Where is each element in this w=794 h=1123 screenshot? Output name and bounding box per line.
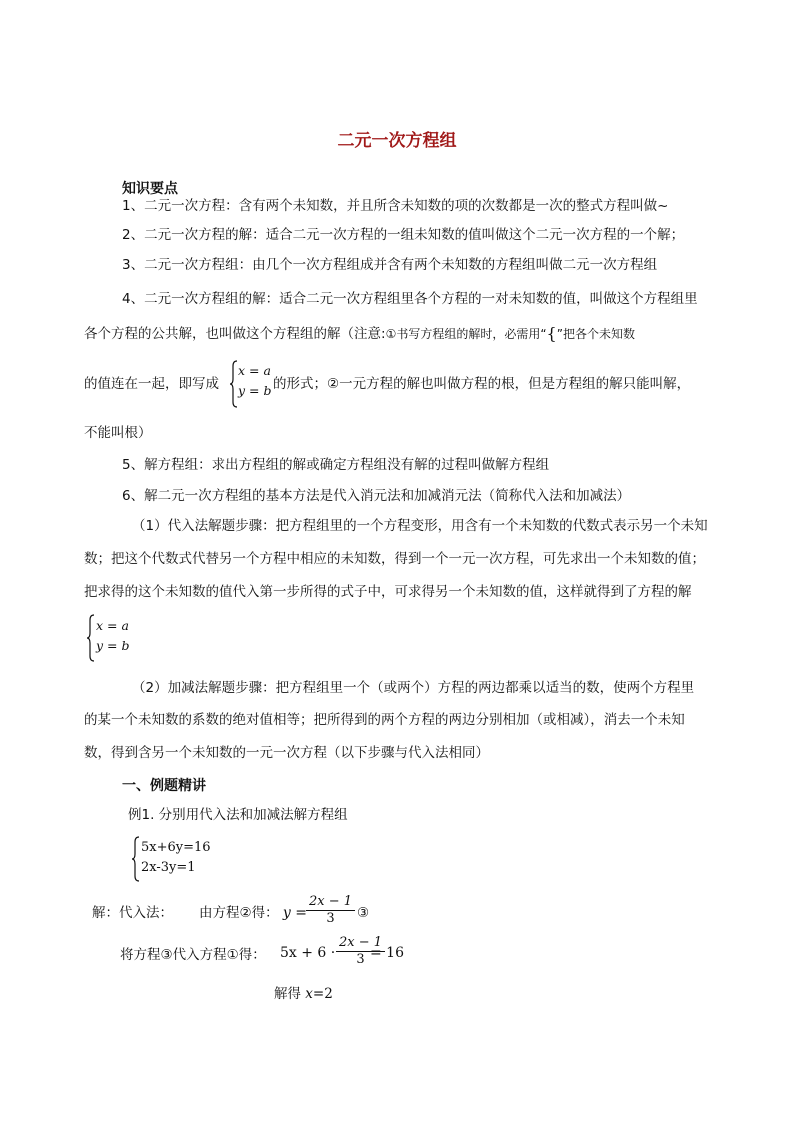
equation-mark-3: ③ — [357, 905, 370, 921]
example-brace-icon — [131, 836, 141, 882]
elimination-line-1: （2）加减法解题步骤：把方程组里一个（或两个）方程的两边都乘以适当的数，使两个方程里 — [132, 680, 695, 696]
point-4-line-2 — [84, 325, 635, 343]
point-4-line-4: 不能叫根） — [84, 425, 152, 441]
fraction-numerator: 2x − 1 — [306, 894, 355, 911]
step-2-rhs: = 16 — [370, 945, 404, 961]
fraction-denominator: 3 — [326, 911, 335, 926]
solution-system — [238, 361, 271, 401]
point-6: 6、解二元一次方程组的基本方法是代入消元法和加减消元法（简称代入法和加减法） — [122, 488, 631, 504]
step-3-value: =2 — [312, 986, 333, 1002]
page-title: 二元一次方程组 — [337, 131, 457, 151]
step-3-var: x — [305, 986, 313, 1002]
step-3 — [274, 985, 333, 1003]
point-4-line-3b: 的形式；②一元方程的解也叫做方程的根，但是方程组的解只能叫解， — [273, 376, 691, 392]
example-system — [141, 838, 211, 878]
substitution-line-1: （1）代入法解题步骤：把方程组里的一个方程变形，用含有一个未知数的代数式表示另一个未知 — [132, 518, 708, 534]
fraction-2-denominator: 3 — [356, 952, 365, 967]
example-1-label: 例1. 分别用代入法和加减法解方程组 — [128, 807, 348, 823]
elimination-line-2: 的某一个未知数的系数的绝对值相等；把所得到的两个方程的两边分别相加（或相减），消去一个未知 — [84, 712, 685, 728]
step-3-text: 解得 — [274, 986, 301, 1002]
point-1: 1、二元一次方程：含有两个未知数，并且所含未知数的项的次数都是一次的整式方程叫做~ — [122, 198, 669, 214]
substitution-line-3: 把求得的这个未知数的值代入第一步所得的式子中，可求得另一个未知数的值，这样就得到了方程的解 — [84, 584, 692, 600]
step-1-fraction — [306, 894, 355, 927]
solution-2-x: x = a — [96, 618, 129, 633]
elimination-line-3: 数，得到含另一个未知数的一元一次方程（以下步骤与代入法相同） — [84, 745, 489, 761]
point-4-line-2a: 各个方程的公共解，也叫做这个方程组的解（注意: — [84, 326, 386, 342]
step-1-text: 由方程②得： — [199, 905, 279, 921]
brace-symbol: { — [546, 324, 557, 343]
point-5: 5、解方程组：求出方程组的解或确定方程组没有解的过程叫做解方程组 — [122, 457, 550, 473]
solution-x: x = a — [238, 363, 271, 378]
example-eq-1: 5x+6y=16 — [141, 840, 211, 855]
solution-brace-2-icon — [86, 614, 96, 662]
solution-label: 解：代入法： — [92, 905, 173, 921]
point-4-note: ①书写方程组的解时，必需用“ — [385, 327, 547, 341]
solution-y: y = b — [238, 383, 272, 398]
point-4-line-3a: 的值连在一起，即写成 — [84, 376, 219, 392]
step-1-lhs: y = — [282, 905, 307, 921]
point-2: 2、二元一次方程的解：适合二元一次方程的一组未知数的值叫做这个二元一次方程的一个解； — [122, 227, 685, 243]
point-3: 3、二元一次方程组：由几个一次方程组成并含有两个未知数的方程组叫做二元一次方程组 — [122, 257, 658, 273]
examples-heading: 一、例题精讲 — [122, 778, 206, 794]
example-eq-2: 2x-3y=1 — [141, 860, 196, 875]
point-4-line-2c: ”把各个未知数 — [556, 327, 635, 341]
step-2-text: 将方程③代入方程①得： — [120, 947, 266, 963]
solution-2-y: y = b — [96, 638, 130, 653]
fraction-2-numerator: 2x − 1 — [336, 935, 385, 952]
solution-system-2 — [96, 616, 129, 656]
substitution-line-2: 数；把这个代数式代替另一个方程中相应的未知数，得到一个一元一次方程，可先求出一个未知数的值； — [84, 551, 705, 567]
step-1 — [199, 904, 307, 922]
point-4-line-1: 4、二元一次方程组的解：适合二元一次方程组里各个方程的一对未知数的值，叫做这个方程组里 — [122, 291, 698, 307]
step-2-lhs: 5x + 6 · — [280, 945, 336, 961]
knowledge-heading: 知识要点 — [122, 181, 178, 197]
